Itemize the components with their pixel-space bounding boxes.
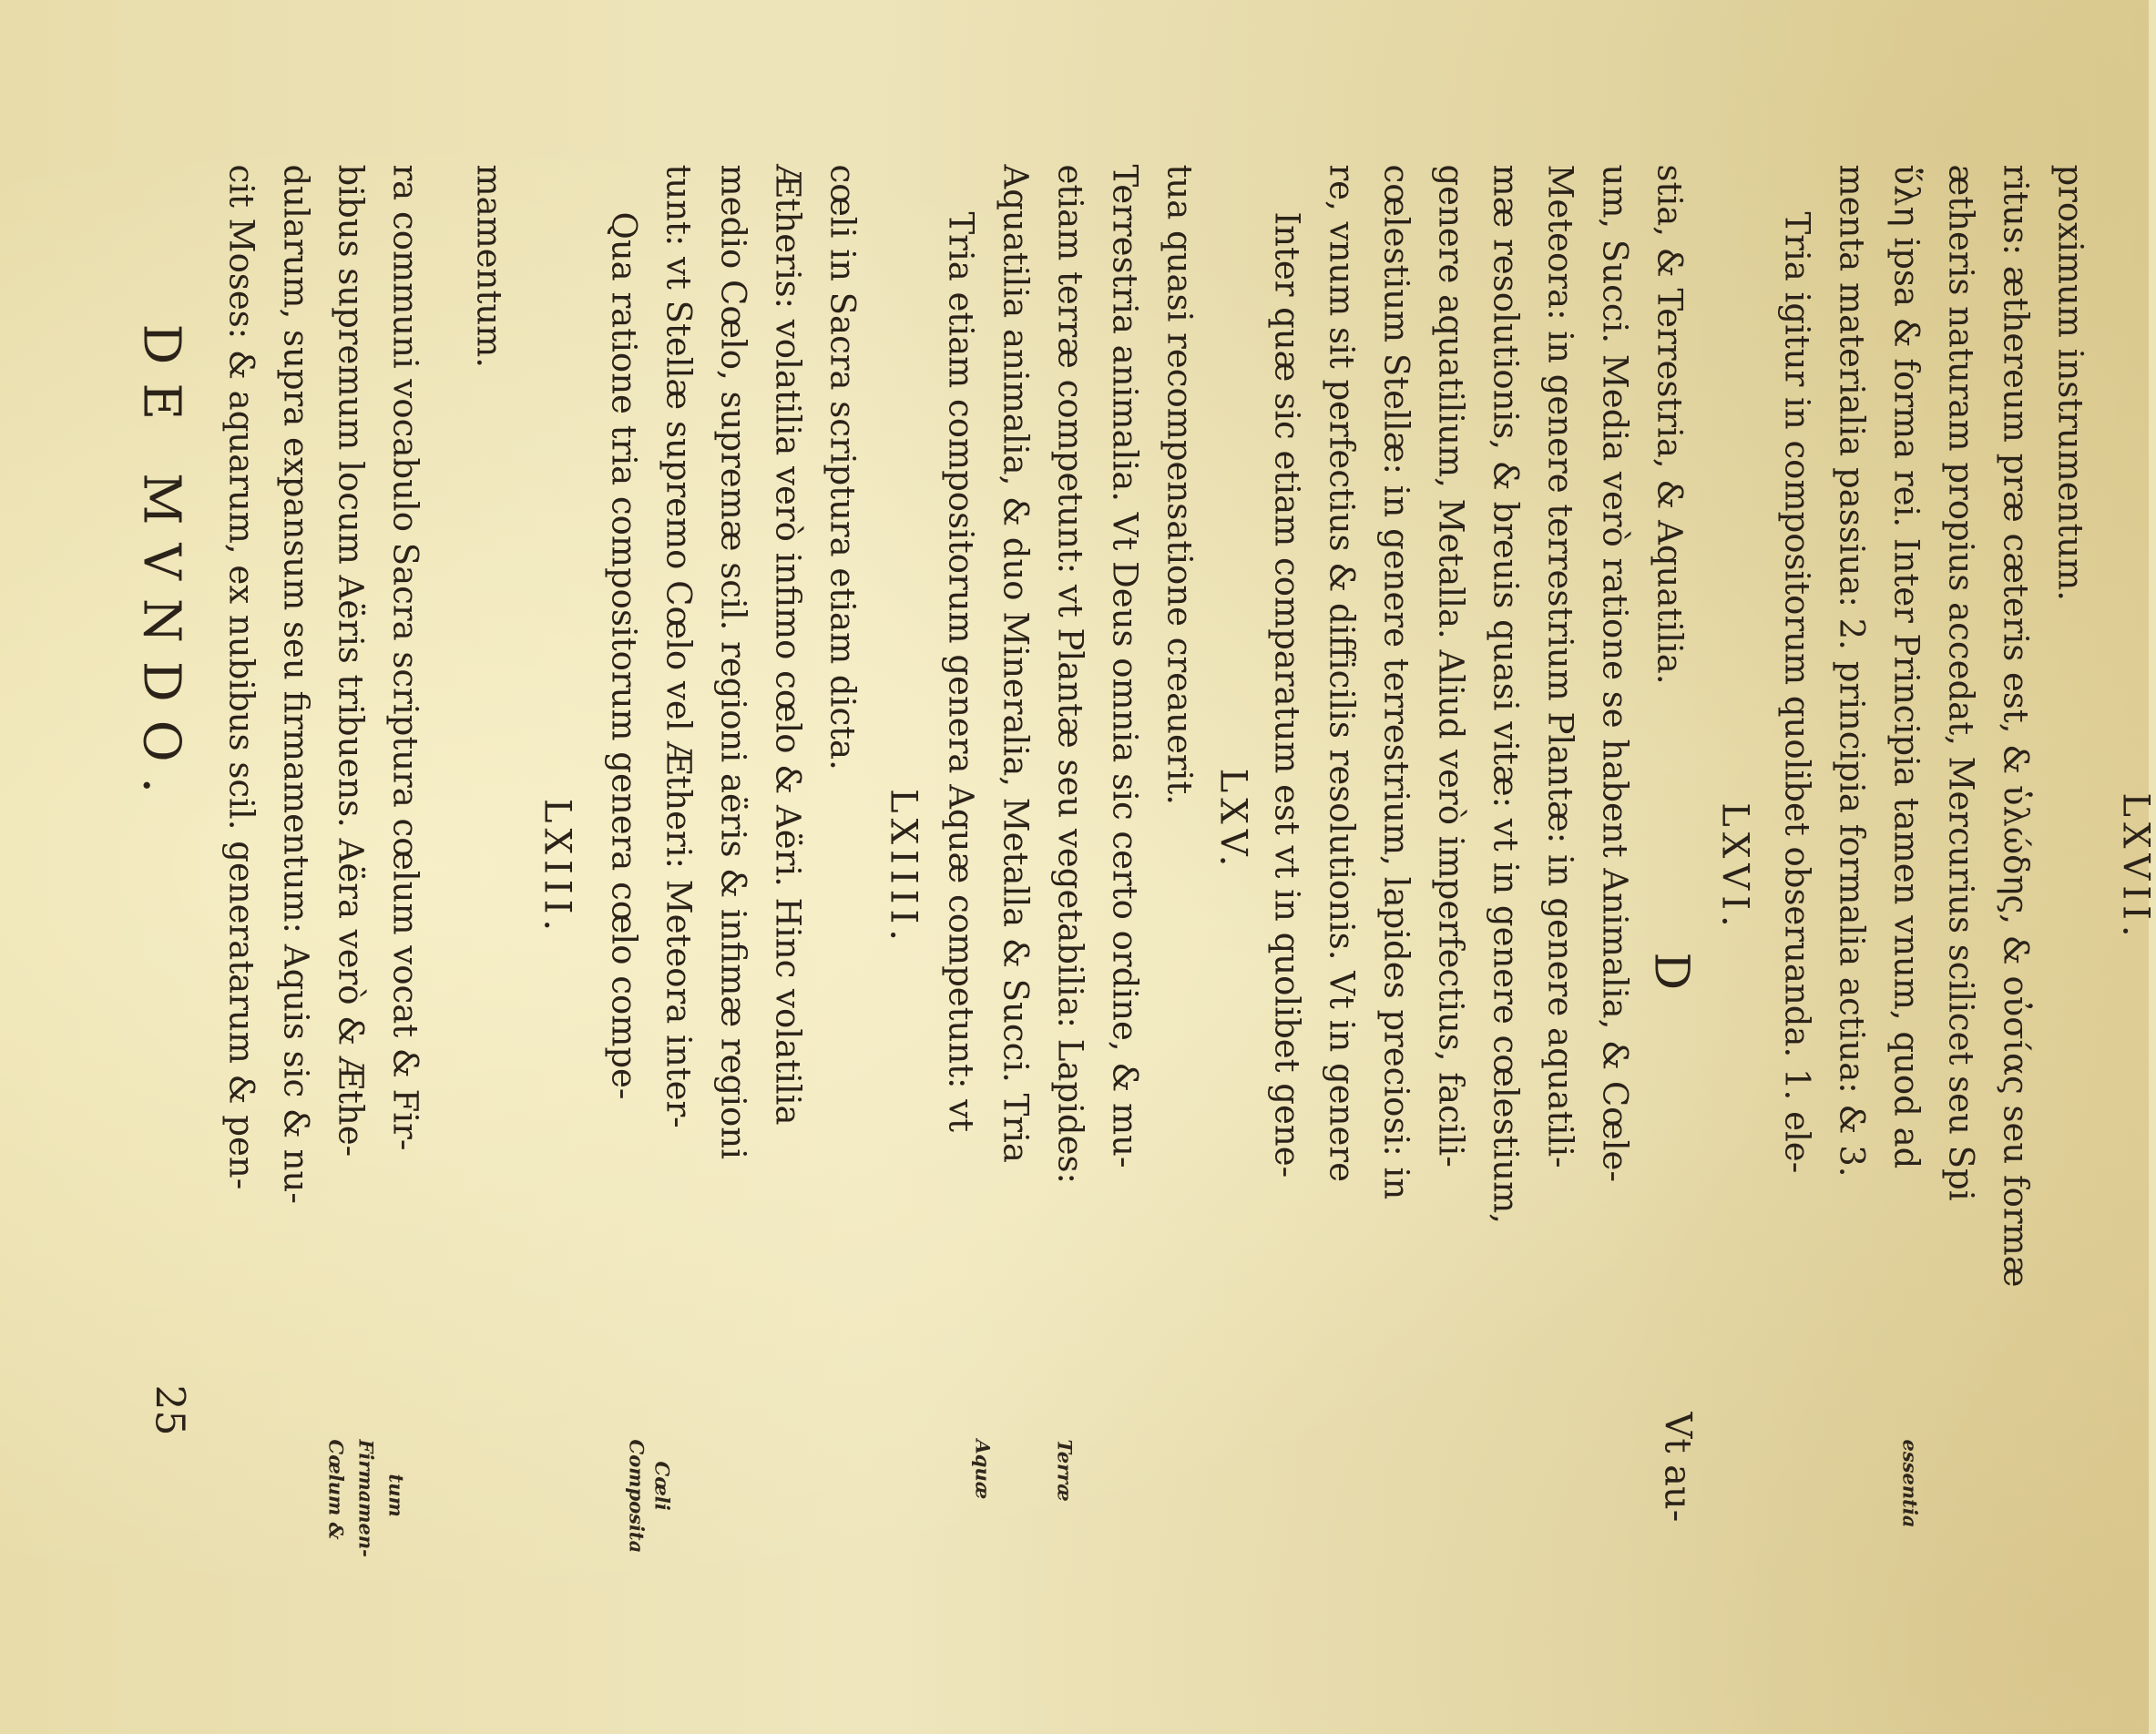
text-line: dularum, supra expansum seu firmamentum: Aquis sic & nu-: [276, 164, 315, 1204]
text-line: menta materialia passiua: 2. principia formalia actiua: & 3.: [1832, 164, 1871, 1178]
text-line: Tria etiam compositorum genera Aquæ competunt: vt: [941, 211, 980, 1132]
text-line: proximum instrumentum.: [2050, 164, 2090, 601]
text-line: tunt: vt Stellæ supremo Cœlo vel Ætheri: Meteora inter-: [659, 164, 698, 1128]
text-line: genere aquatilium, Metalla. Aliud verò imperfectius, facili-: [1431, 164, 1470, 1168]
section-heading: LXIII.: [536, 798, 577, 936]
text-line: cœlestium Stellæ: in genere terrestrium, lapides preciosi: in: [1376, 164, 1415, 1199]
margin-note: Firmamen-: [354, 1439, 377, 1557]
section-heading: LXVII.: [2114, 791, 2156, 943]
margin-note: tum: [384, 1474, 407, 1517]
text-line: ὕλη ipsa & forma rei. Inter Principia tamen vnum, quod ad: [1886, 164, 1926, 1168]
text-line: medio Cœlo, supremæ scil. regioni aëris & infimæ regioni: [713, 164, 752, 1159]
text-line: mamentum.: [469, 164, 508, 368]
text-line: ritus: æthereum præ cæteris est, & ὑλώδης, & οὐσίας seu formæ: [1996, 164, 2035, 1287]
running-title: DE MVNDO.: [131, 323, 190, 811]
signature-mark: D: [1643, 952, 1698, 990]
margin-note: essentia: [1898, 1439, 1921, 1527]
margin-note: Composita: [625, 1439, 648, 1553]
text-line: Terrestria animalia. Vt Deus omnia sic certo ordine, & mu-: [1105, 164, 1144, 1168]
text-line: mæ resolutionis, & breuis quasi vitæ: vt in genere cœlestium,: [1486, 164, 1525, 1224]
page-number: 25: [146, 1384, 192, 1435]
margin-note: Cœlum &: [324, 1439, 347, 1540]
catchword: Vt au-: [1656, 1412, 1698, 1522]
text-line: Inter quæ sic etiam comparatum est vt in quolibet gene-: [1267, 211, 1306, 1178]
text-line: Tria igitur in compositorum quolibet obseruanda. 1. ele-: [1777, 211, 1816, 1173]
text-line: re, vnum sit perfectius & difficilis resolutionis. Vt in genere: [1322, 164, 1361, 1182]
margin-note: Terræ: [1053, 1439, 1076, 1502]
margin-note: Cœli: [650, 1461, 673, 1511]
text-line: um, Succi. Media verò ratione se habent Animalia, & Cœle-: [1595, 164, 1634, 1182]
text-line: Ætheris: volatilia verò infimo cœlo & Aëri. Hinc volatilia: [768, 164, 807, 1126]
text-line: Qua ratione tria compositorum genera cœlo compe-: [604, 211, 643, 1099]
text-line: ætheris naturam propius accedat, Mercurius scilicet seu Spi: [1941, 164, 1980, 1201]
text-line: etiam terræ competunt: vt Plantæ seu vegetabilia: Lapides:: [1050, 164, 1089, 1184]
section-heading: LXVI.: [1713, 801, 1755, 933]
text-line: ra communi vocabulo Sacra scriptura cœlum vocat & Fir-: [385, 164, 424, 1150]
margin-note: Aquæ: [971, 1439, 994, 1499]
text-line: cœli in Sacra scriptura etiam dicta.: [823, 164, 862, 770]
section-heading: LXV.: [1211, 768, 1253, 872]
text-line: cit Moses: & aquarum, ex nubibus scil. generatarum & pen-: [221, 164, 261, 1189]
text-line: bibus supremum locum Aëris tribuens. Aëra verò & Æthe-: [331, 164, 370, 1157]
section-heading: LXIIII.: [882, 788, 924, 946]
text-line: Meteora: in genere terrestrium Plantæ: in genere aquatili-: [1540, 164, 1579, 1168]
text-line: stia, & Terrestria, & Aquatilia.: [1650, 164, 1689, 685]
text-line: Aquatilia animalia, & duo Mineralia, Metalla & Succi. Tria: [996, 164, 1035, 1163]
text-line: tua quasi recompensatione creauerit.: [1160, 164, 1199, 805]
